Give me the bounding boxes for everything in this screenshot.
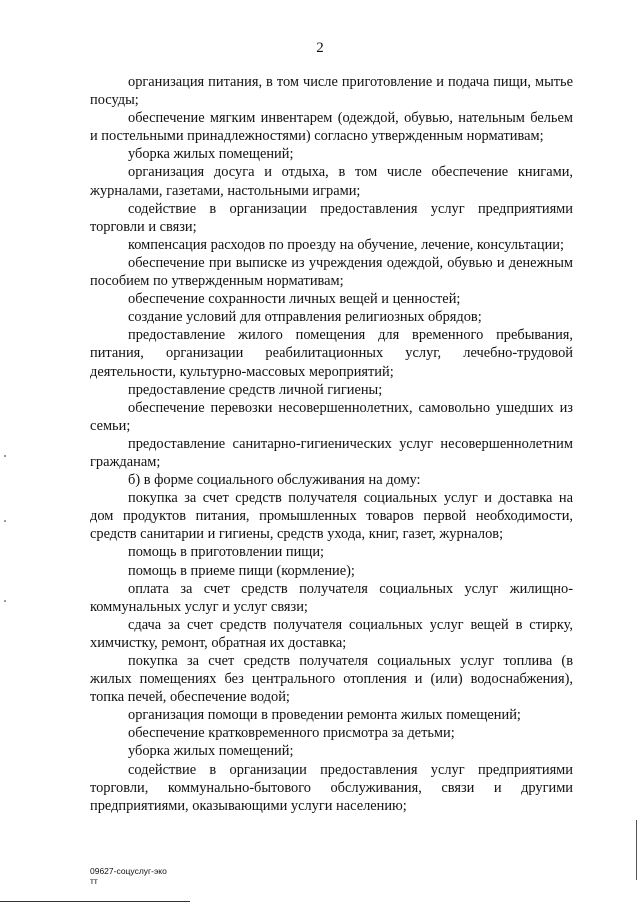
paragraph: обеспечение сохранности личных вещей и ценностей;: [128, 291, 461, 308]
paragraph: предоставление жилого помещения для временного пребывания, питания, организации реабилитационных услуг, лечебно-трудовой деятельности, культурно-массовых мероприятий;: [90, 327, 573, 380]
footer-line: 09627-соцуслуг-эко: [90, 866, 167, 876]
scan-speck: [4, 455, 6, 457]
scan-edge-line: [0, 901, 190, 902]
paragraph: предоставление средств личной гигиены;: [128, 381, 383, 398]
paragraph: организация питания, в том числе приготовление и подача пищи, мытье посуды;: [90, 74, 573, 109]
scan-edge-line: [636, 820, 637, 880]
footer-line: тт: [90, 876, 98, 886]
paragraph: содействие в организации предоставления услуг предприятиями торговли, коммунально-бытового обслуживания, связи и другими предприятиями, оказывающими услуги населению;: [90, 761, 573, 814]
paragraph: организация помощи в проведении ремонта жилых помещений;: [128, 707, 521, 724]
paragraph: обеспечение при выписке из учреждения одеждой, обувью и денежным пособием по утвержденным нормативам;: [90, 254, 573, 290]
paragraph: сдача за счет средств получателя социальных услуг вещей в стирку, химчистку, ремонт, обратная их доставка;: [90, 616, 573, 651]
paragraph: уборка жилых помещений;: [128, 743, 294, 760]
document-body: [90, 73, 573, 815]
paragraph: создание условий для отправления религиозных обрядов;: [128, 309, 482, 326]
paragraph: организация досуга и отдыха, в том числе обеспечение книгами, журналами, газетами, настольными играми;: [90, 164, 573, 199]
page-number: 2: [316, 40, 324, 56]
paragraph: помощь в приготовлении пищи;: [128, 544, 325, 561]
scan-speck: [4, 520, 6, 522]
scan-speck: [4, 600, 6, 602]
paragraph: предоставление санитарно-гигиенических услуг несовершеннолетним гражданам;: [90, 435, 573, 470]
paragraph: покупка за счет средств получателя социальных услуг и доставка на дом продуктов питания, промышленных товаров первой необходимости, средств санитарии и гигиены, средств ухода, книг, газет, журналов;: [90, 490, 573, 543]
paragraph: обеспечение мягким инвентарем (одеждой, обувью, нательным бельем и постельными принадлежностями) согласно утвержденным нормативам;: [90, 110, 573, 145]
paragraph: обеспечение кратковременного присмотра за детьми;: [128, 725, 455, 742]
paragraph: компенсация расходов по проезду на обучение, лечение, консультации;: [128, 236, 564, 253]
paragraph: обеспечение перевозки несовершеннолетних, самовольно ушедших из семьи;: [90, 399, 573, 434]
footer-code: [90, 866, 167, 886]
paragraph: оплата за счет средств получателя социальных услуг жилищно-коммунальных услуг и услуг связи;: [90, 580, 573, 615]
paragraph: содействие в организации предоставления услуг предприятиями торговли и связи;: [90, 200, 573, 235]
paragraph: покупка за счет средств получателя социальных услуг топлива (в жилых помещениях без центрального отопления и (или) водоснабжения), топка печей, обеспечение водой;: [90, 653, 573, 706]
paragraph: уборка жилых помещений;: [128, 146, 294, 163]
paragraph: помощь в приеме пищи (кормление);: [128, 562, 355, 579]
paragraph: б) в форме социального обслуживания на дому:: [128, 472, 421, 489]
